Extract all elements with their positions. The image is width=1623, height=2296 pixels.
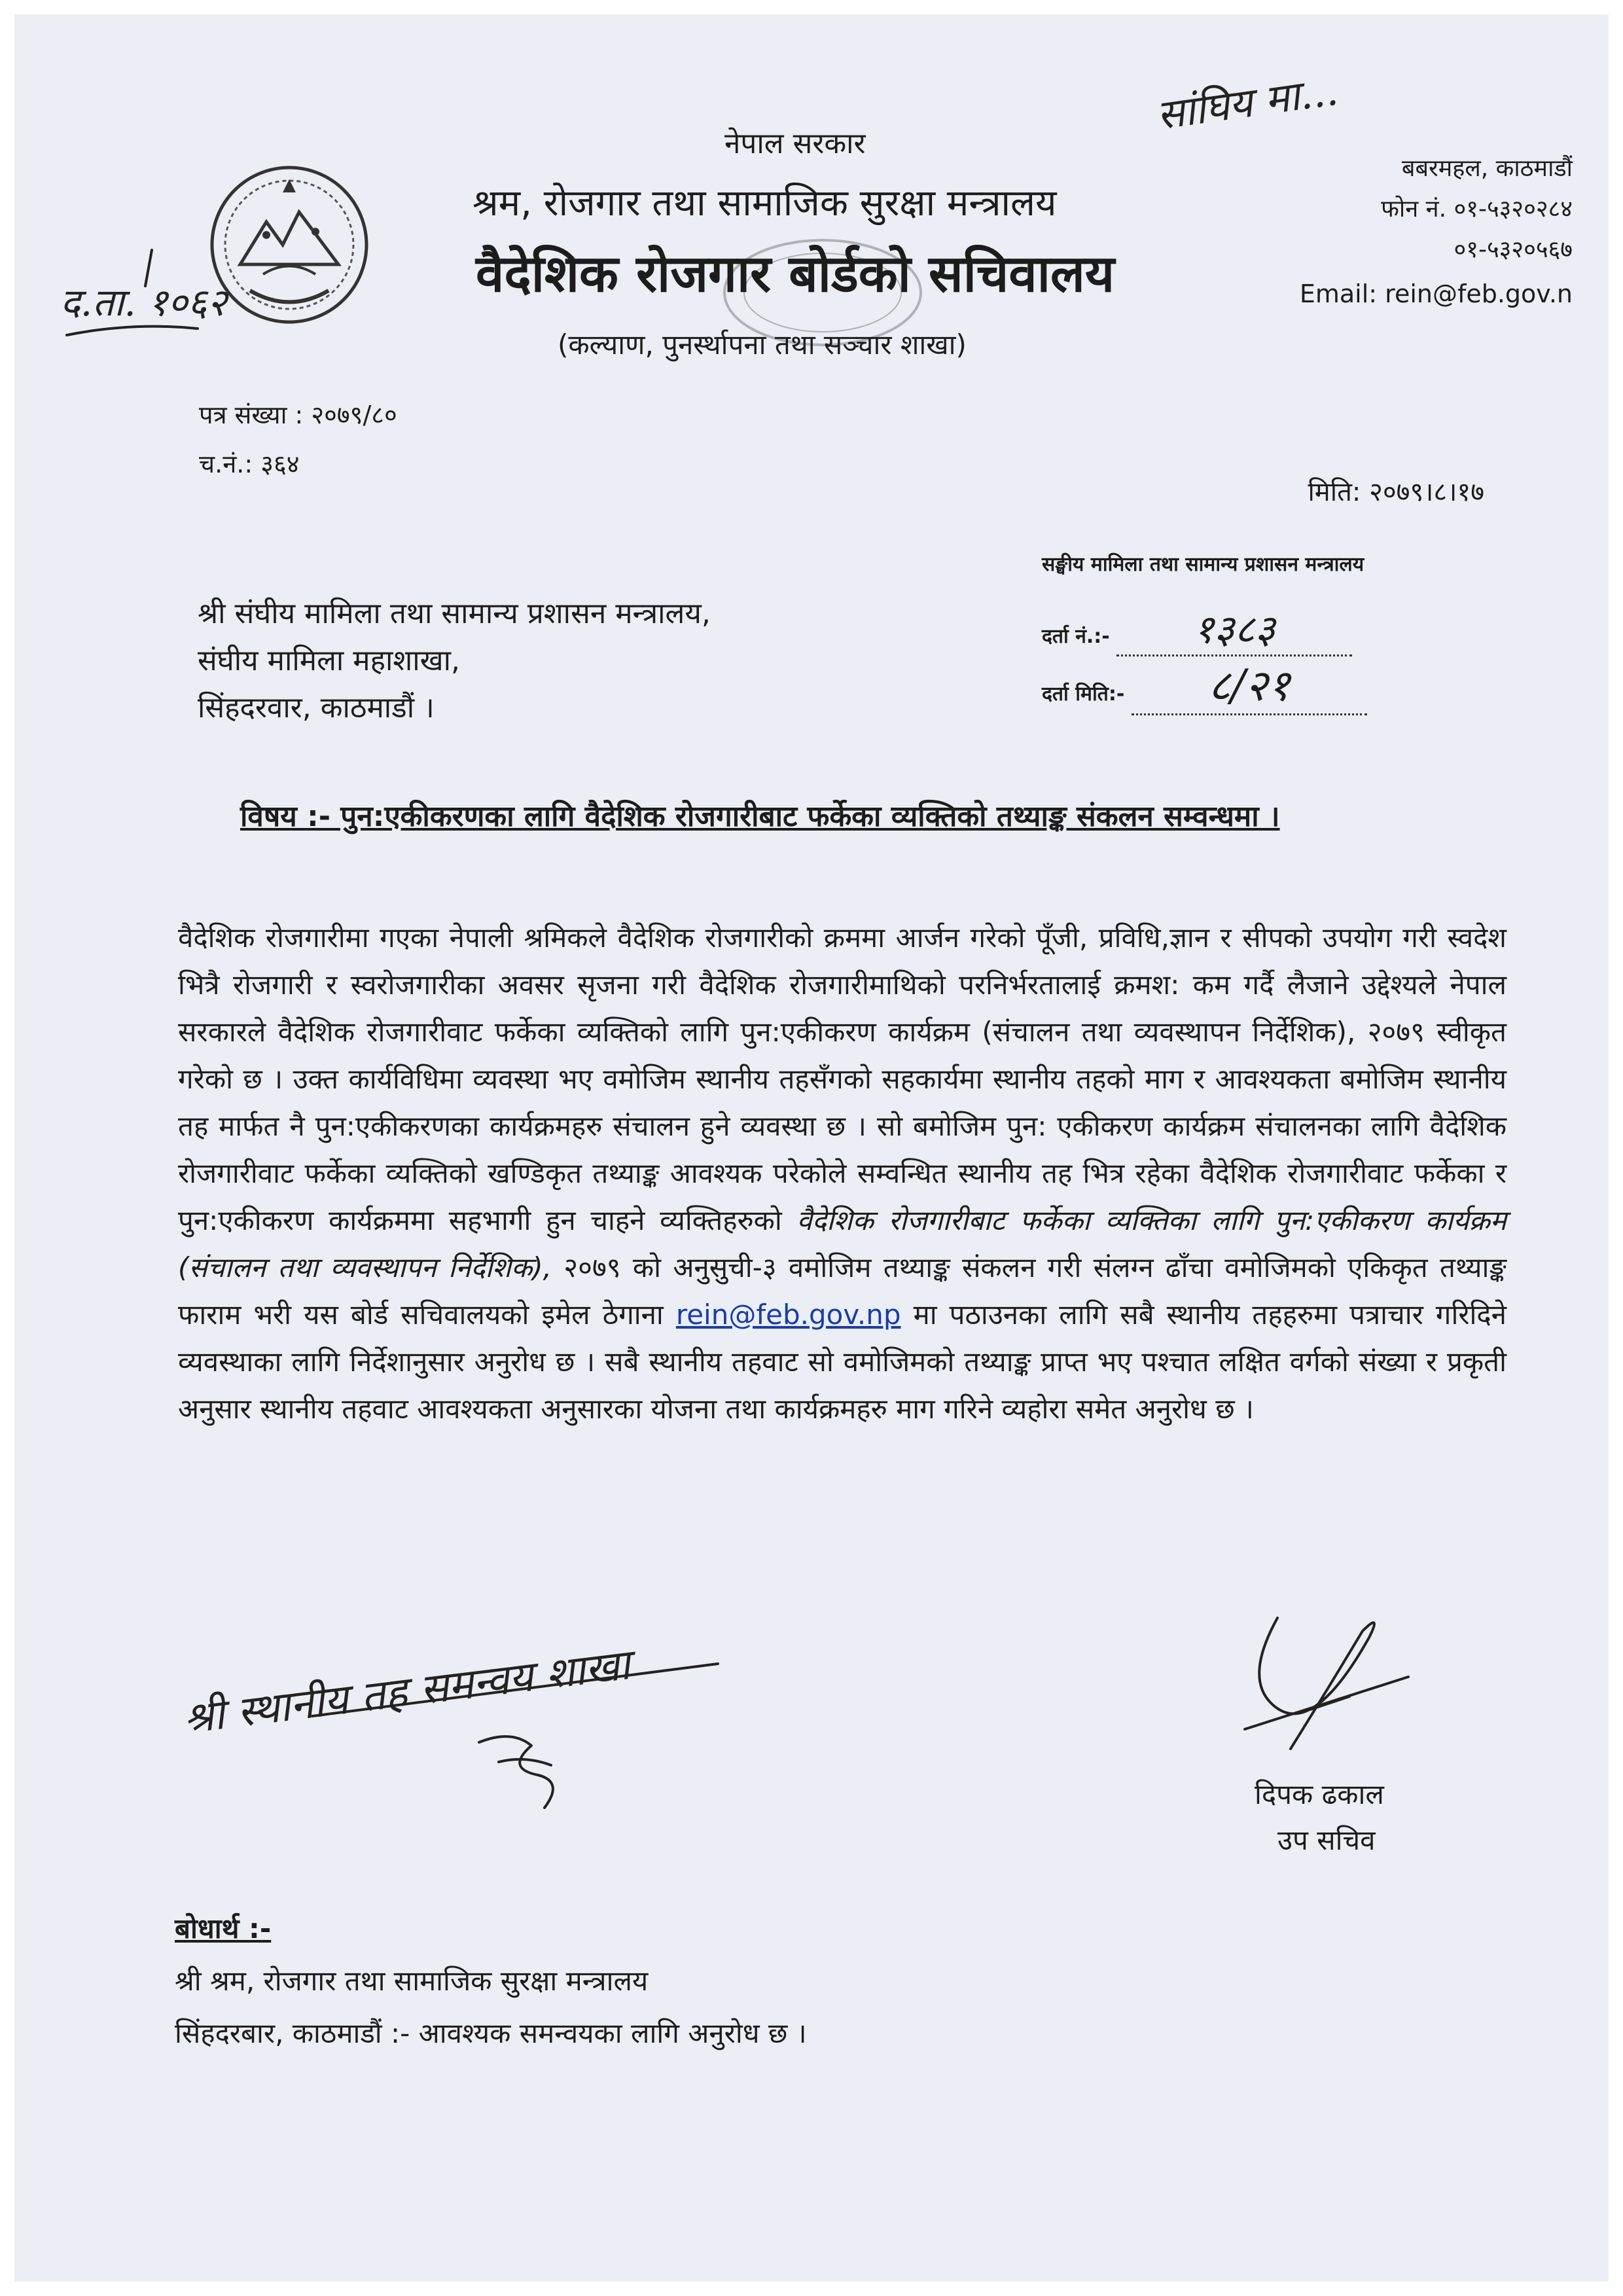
handwritten-margin-note bbox=[47, 237, 230, 407]
signatory-title: उप सचिव bbox=[1277, 1824, 1376, 1856]
cc-label: बोधार्थ :- bbox=[175, 1912, 272, 1945]
addressee-line-2: संघीय मामिला महाशाखा, bbox=[198, 644, 461, 677]
svg-text:सांघिय मा...: सांघिय मा... bbox=[1153, 66, 1341, 139]
signatory-name: दिपक ढकाल bbox=[1255, 1778, 1384, 1810]
office-name: वैदेशिक रोजगार बोर्डको सचिवालय bbox=[476, 245, 1115, 304]
office-address: बबरमहल, काठमाडौं bbox=[1401, 155, 1573, 182]
stamp-date-row bbox=[1042, 655, 1367, 715]
letter-body bbox=[178, 914, 1507, 1433]
stamp-office: सङ्घीय मामिला तथा सामान्य प्रशासन मन्त्रालय bbox=[1042, 553, 1364, 576]
body-part-2: २०७९ को अनुसुची-३ वमोजिम तथ्याङ्क संकलन गरी संलग्न ढाँचा वमोजिमको एकिकृत तथ्याङ्क फाराम भरी यस बोर्ड सचिवालयको इमेल ठेगाना bbox=[178, 1251, 1507, 1331]
handwritten-initial bbox=[459, 1716, 590, 1821]
stamp-darta-label: दर्ता नं.:- bbox=[1042, 625, 1110, 648]
government-name: नेपाल सरकार bbox=[724, 127, 866, 160]
ministry-name: श्रम, रोजगार तथा सामाजिक सुरक्षा मन्त्रालय bbox=[473, 182, 1057, 224]
contact-block bbox=[1381, 149, 1573, 270]
svg-text:द.ता. १०६२: द.ता. १०६२ bbox=[60, 280, 227, 325]
body-part-1: वैदेशिक रोजगारीमा गएका नेपाली श्रमिकले वैदेशिक रोजगारीको क्रममा आर्जन गरेको पूँजी, प्रविधि,ज्ञान र सीपको उपयोग गरी स्वदेश भित्रै रोजगारी र स्वरोजगारीका अवसर सृजना गरी वैदेशिक रोजगारीमाथिको परनिर्भरतालाई क्रमश: कम गर्दै लैजाने उद्देश्यले नेपाल सरकारले वैदेशिक रोजगारीवाट फर्केका व्यक्तिको लागि पुन:एकीकरण कार्यक्रम (संचालन तथा व्यवस्थापन निर्देशिक), २०७९ स्वीकृत गरेको छ । उक्त कार्यविधिमा व्यवस्था भए वमोजिम स्थानीय तहसँगको सहकार्यमा स्थानीय तहको माग र आवश्यकता बमोजिम स्थानीय तह मार्फत नै पुन:एकीकरणका कार्यक्रमहरु संचालन हुने व्यवस्था छ । सो बमोजिम पुन: एकीकरण कार्यक्रम संचालनका लागि वैदेशिक रोजगारीवाट फर्केका व्यक्तिको खण्डिकृत तथ्याङ्क आवश्यक परेकोले सम्वन्धित स्थानीय तह भित्र रहेका वैदेशिक रोजगारीवाट फर्केका र पुन:एकीकरण कार्यक्रममा सहभागी हुन चाहने व्यक्तिहरुको bbox=[178, 922, 1507, 1236]
stamp-darta-number: १३८३ bbox=[1116, 601, 1352, 656]
phone-2: ०१-५३२०५६७ bbox=[1454, 236, 1573, 263]
official-signature bbox=[1232, 1598, 1428, 1768]
letter-number: पत्र संख्या : २०७९/८० bbox=[199, 401, 397, 429]
addressee-line-1: श्री संघीय मामिला तथा सामान्य प्रशासन मन्त्रालय, bbox=[198, 597, 711, 630]
letter-date: मिति: २०७९।८।१७ bbox=[1308, 477, 1484, 507]
email-link[interactable]: rein@feb.gov.np bbox=[675, 1299, 901, 1331]
dispatch-number: च.नं.: ३६४ bbox=[199, 450, 300, 478]
stamp-date-value: ८/२१ bbox=[1132, 655, 1367, 715]
registration-stamp bbox=[1042, 550, 1500, 711]
phone-1: फोन नं. ०१-५३२०२८४ bbox=[1381, 196, 1573, 223]
body-part-3: मा पठाउनका लागि सबै स्थानीय तहहरुमा पत्राचार गरिदिने व्यवस्थाका लागि निर्देशानुसार अनुरोध छ । सबै स्थानीय तहवाट सो वमोजिमको तथ्याङ्क प्राप्त भए पश्चात लक्षित वर्गको संख्या र प्रकृती अनुसार स्थानीय तहवाट आवश्यकता अनुसारका योजना तथा कार्यक्रमहरु माग गरिने व्यहोरा समेत अनुरोध छ । bbox=[178, 1299, 1507, 1425]
stamp-darta-row bbox=[1042, 601, 1352, 656]
letter-page bbox=[14, 14, 1609, 2282]
cc-line-2: सिंहदरबार, काठमाडौं :- आवश्यक समन्वयका लागि अनुरोध छ । bbox=[175, 2017, 807, 2049]
svg-text:श्री स्थानीय तह समन्वय शाखा: श्री स्थानीय तह समन्वय शाखा bbox=[181, 1640, 633, 1744]
body-italic-title: वैदेशिक रोजगारीबाट फर्केका व्यक्तिका लागि पुन:एकीकरण कार्यक्रम (संचालन तथा व्यवस्थापन निर्देशिक), bbox=[178, 1204, 1507, 1283]
stamp-date-label: दर्ता मिति:- bbox=[1042, 683, 1125, 706]
letter-subject: विषय :- पुन:एकीकरणका लागि वैदेशिक रोजगारीबाट फर्केका व्यक्तिको तथ्याङ्क संकलन सम्वन्धमा । bbox=[240, 800, 1280, 833]
branch-name: (कल्याण, पुनर्स्थापना तथा सञ्चार शाखा) bbox=[558, 329, 967, 361]
addressee-line-3: सिंहदरवार, काठमाडौं । bbox=[198, 691, 435, 725]
addressee-block bbox=[198, 590, 711, 732]
handwritten-top-note bbox=[1147, 50, 1461, 142]
office-email: Email: rein@feb.gov.n bbox=[1299, 279, 1573, 308]
cc-line-1: श्री श्रम, रोजगार तथा सामाजिक सुरक्षा मन्त्रालय bbox=[175, 1965, 649, 1997]
